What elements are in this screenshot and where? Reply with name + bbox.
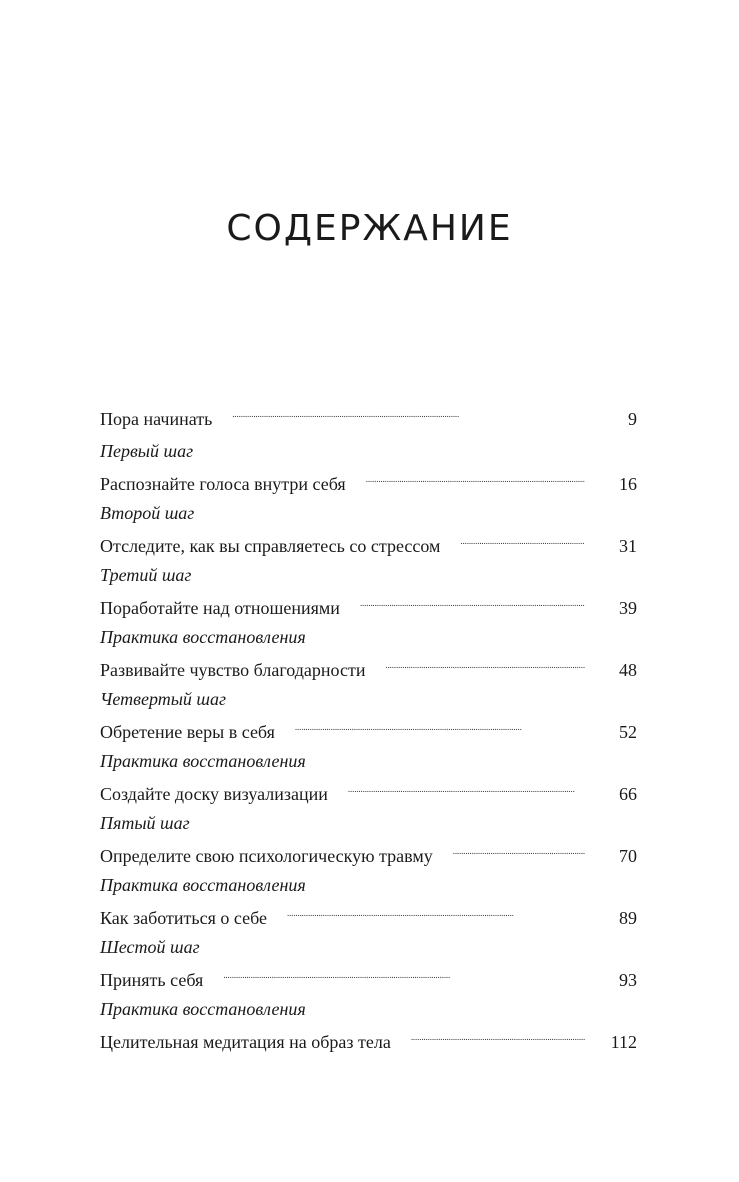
toc-page-number: 70	[619, 846, 637, 866]
dot-leader	[348, 773, 585, 800]
toc-entry-title: Поработайте над отношениями	[100, 598, 340, 618]
toc-section-label: Практика восстановления	[100, 875, 306, 895]
toc-line[interactable]	[100, 835, 637, 866]
toc-section-label: Четвертый шаг	[100, 689, 227, 709]
toc-entry[interactable]	[100, 998, 637, 1052]
toc-entry[interactable]	[100, 564, 637, 618]
toc-entry[interactable]	[100, 502, 637, 556]
toc-page-number: 66	[619, 784, 637, 804]
toc-entry-title: Развивайте чувство благодарности	[100, 660, 366, 680]
toc-entry[interactable]	[100, 440, 637, 494]
toc-entry[interactable]	[100, 398, 637, 429]
page-title: СОДЕРЖАНИЕ	[226, 208, 513, 249]
toc-section-label: Второй шаг	[100, 503, 195, 523]
toc-page-number: 31	[619, 536, 637, 556]
toc-line[interactable]	[100, 525, 637, 556]
toc-page-number: 93	[619, 970, 637, 990]
dot-leader	[453, 835, 585, 862]
toc-entry[interactable]	[100, 626, 637, 680]
toc-entry[interactable]	[100, 688, 637, 742]
toc-entry[interactable]	[100, 874, 637, 928]
toc-line[interactable]	[100, 1021, 637, 1052]
toc-line[interactable]	[100, 398, 637, 429]
toc-section-label: Третий шаг	[100, 565, 192, 585]
toc-entry-title: Целительная медитация на образ тела	[100, 1032, 391, 1052]
toc-page-number: 112	[610, 1032, 637, 1052]
toc-line[interactable]	[100, 649, 637, 680]
dot-leader	[287, 897, 585, 924]
toc-page-number: 48	[619, 660, 637, 680]
toc-entry-title: Создайте доску визуализации	[100, 784, 328, 804]
toc-page-number: 39	[619, 598, 637, 618]
toc-section-label: Первый шаг	[100, 441, 194, 461]
dot-leader	[460, 525, 585, 552]
toc-page-number: 52	[619, 722, 637, 742]
toc-section-label: Шестой шаг	[100, 937, 200, 957]
toc-entry-title: Пора начинать	[100, 409, 213, 429]
toc-section-label: Пятый шаг	[100, 813, 190, 833]
toc-section-label: Практика восстановления	[100, 999, 306, 1019]
toc-entry[interactable]	[100, 750, 637, 804]
toc-page-number: 16	[619, 474, 637, 494]
dot-leader	[360, 587, 585, 614]
toc-entry-title: Принять себя	[100, 970, 204, 990]
toc-entry-title: Обретение веры в себя	[100, 722, 275, 742]
toc-entry-title: Распознайте голоса внутри себя	[100, 474, 346, 494]
toc-line[interactable]	[100, 711, 637, 742]
dot-leader	[295, 711, 585, 738]
toc-page-number: 9	[628, 409, 637, 429]
dot-leader	[223, 959, 585, 986]
toc-entry-title: Определите свою психологическую травму	[100, 846, 433, 866]
toc-entry[interactable]	[100, 936, 637, 990]
toc-section-label: Практика восстановления	[100, 751, 306, 771]
dot-leader	[232, 398, 585, 425]
toc-line[interactable]	[100, 463, 637, 494]
dot-leader	[411, 1021, 585, 1048]
toc-line[interactable]	[100, 587, 637, 618]
toc-section-label: Практика восстановления	[100, 627, 306, 647]
toc-line[interactable]	[100, 897, 637, 928]
toc-entry-title: Как заботиться о себе	[100, 908, 267, 928]
toc-entry[interactable]	[100, 812, 637, 866]
toc-line[interactable]	[100, 773, 637, 804]
toc-entry-title: Отследите, как вы справляетесь со стрессом	[100, 536, 441, 556]
dot-leader	[366, 463, 585, 490]
toc-line[interactable]	[100, 959, 637, 990]
table-of-contents	[100, 398, 637, 1060]
dot-leader	[385, 649, 585, 676]
toc-page-number: 89	[619, 908, 637, 928]
